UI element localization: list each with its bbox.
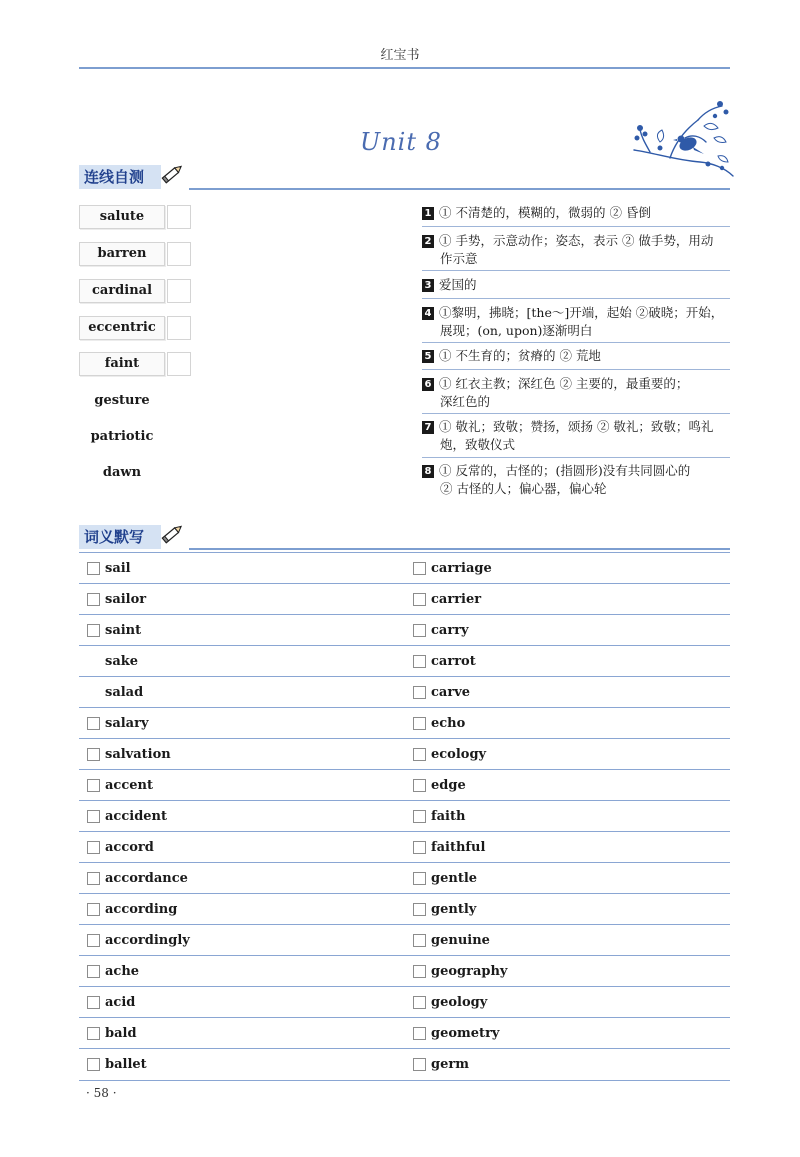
definition-text: ① 手势，示意动作；姿态，表示 ② 做手势，用动 — [439, 233, 714, 248]
definition-divider — [422, 298, 730, 299]
match-word: salute — [79, 205, 165, 229]
match-word: barren — [79, 242, 165, 266]
page-number: · 58 · — [86, 1086, 117, 1100]
vocab-word: carrier — [431, 592, 482, 607]
vocab-word: edge — [431, 778, 466, 793]
definition-text: ① 红衣主教；深红色 ② 主要的，最重要的； — [439, 376, 689, 391]
vocab-word: ecology — [431, 747, 487, 762]
vocab-row — [79, 676, 730, 708]
checkbox[interactable] — [87, 841, 100, 854]
vocab-word: bald — [105, 1026, 137, 1041]
vocab-row — [79, 583, 730, 615]
vocab-word: carry — [431, 623, 469, 638]
definition-text: ① 不生育的；贫瘠的 ② 荒地 — [439, 348, 601, 363]
definition-item — [422, 462, 730, 498]
vocab-word: echo — [431, 716, 466, 731]
vocab-word: faith — [431, 809, 466, 824]
definition-text: ① 反常的，古怪的；(指圆形)没有共同圆心的 — [439, 463, 691, 478]
match-word: gesture — [94, 393, 150, 408]
checkbox[interactable] — [413, 965, 426, 978]
definition-item — [422, 276, 730, 294]
match-word: faint — [79, 352, 165, 376]
checkbox[interactable] — [413, 686, 426, 699]
definition-number: 8 — [422, 465, 434, 478]
vocab-word: faithful — [431, 840, 486, 855]
vocab-word: salvation — [105, 747, 171, 762]
running-header: 红宝书 — [380, 48, 420, 63]
section-rule — [189, 188, 730, 190]
match-word-row — [79, 352, 199, 376]
checkbox[interactable] — [413, 748, 426, 761]
vocab-word: accord — [105, 840, 154, 855]
vocab-row — [79, 986, 730, 1018]
vocab-word: geology — [431, 995, 488, 1010]
definition-text: ① 敬礼；致敬；赞扬，颂扬 ② 敬礼；致敬；鸣礼 — [439, 419, 714, 434]
definition-text: ①黎明，拂晓；[the～]开端，起始 ②破晓；开始， — [439, 305, 724, 320]
header-rule — [79, 67, 730, 69]
vocab-row — [79, 831, 730, 863]
vocab-row — [79, 862, 730, 894]
dictation-section-label: 词义默写 — [79, 525, 161, 549]
match-word: eccentric — [79, 316, 165, 340]
vocab-row — [79, 1048, 730, 1081]
match-word-row — [79, 205, 199, 229]
checkbox[interactable] — [87, 655, 100, 668]
checkbox[interactable] — [87, 965, 100, 978]
vocab-row — [79, 707, 730, 739]
match-word-row — [79, 316, 199, 340]
dictation-section-header — [79, 525, 730, 551]
vocab-word: carve — [431, 685, 471, 700]
definition-text-cont: 炮，致敬仪式 — [440, 437, 516, 452]
vocab-row — [79, 738, 730, 770]
checkbox[interactable] — [87, 686, 100, 699]
answer-box[interactable] — [167, 242, 191, 266]
definition-number: 5 — [422, 350, 434, 363]
checkbox[interactable] — [413, 872, 426, 885]
answer-box[interactable] — [167, 316, 191, 340]
vocab-word: carrot — [431, 654, 476, 669]
vocab-word: genuine — [431, 933, 490, 948]
match-word-row — [79, 242, 199, 266]
match-word-row — [79, 425, 199, 449]
definition-number: 4 — [422, 307, 434, 320]
definition-text-cont: ② 古怪的人；偏心器，偏心轮 — [440, 481, 607, 496]
answer-box[interactable] — [167, 205, 191, 229]
checkbox[interactable] — [87, 872, 100, 885]
checkbox[interactable] — [87, 903, 100, 916]
checkbox[interactable] — [413, 655, 426, 668]
definition-item — [422, 347, 730, 365]
definition-text: ① 不清楚的，模糊的，微弱的 ② 昏倒 — [439, 205, 651, 220]
checkbox[interactable] — [87, 748, 100, 761]
checkbox[interactable] — [413, 717, 426, 730]
checkbox[interactable] — [413, 1027, 426, 1040]
vocab-word: according — [105, 902, 178, 917]
match-word: cardinal — [79, 279, 165, 303]
definition-divider — [422, 342, 730, 343]
vocab-word: acid — [105, 995, 136, 1010]
vocab-word: sake — [105, 654, 139, 669]
vocab-word: gentle — [431, 871, 478, 886]
definition-divider — [422, 270, 730, 271]
match-word: dawn — [102, 465, 142, 480]
vocab-row — [79, 955, 730, 987]
definition-item — [422, 418, 730, 454]
checkbox[interactable] — [87, 562, 100, 575]
vocab-word: gently — [431, 902, 477, 917]
vocab-word: ache — [105, 964, 140, 979]
match-word: patriotic — [90, 429, 154, 444]
answer-box[interactable] — [167, 352, 191, 376]
section-rule — [189, 548, 730, 550]
definition-text-cont: 深红色的 — [440, 394, 491, 409]
vocab-row — [79, 1017, 730, 1049]
definition-item — [422, 375, 730, 411]
vocab-word: saint — [105, 623, 142, 638]
definition-text-cont: 作示意 — [440, 251, 478, 266]
vocab-row — [79, 552, 730, 584]
checkbox[interactable] — [413, 562, 426, 575]
unit-title: Unit 8 — [360, 128, 442, 156]
definition-divider — [422, 413, 730, 414]
checkbox[interactable] — [87, 810, 100, 823]
vocab-word: sailor — [105, 592, 147, 607]
match-word-row — [79, 389, 199, 413]
vocab-row — [79, 645, 730, 677]
vocab-word: salad — [105, 685, 144, 700]
checkbox[interactable] — [413, 593, 426, 606]
checkbox[interactable] — [413, 624, 426, 637]
vocab-word: carriage — [431, 561, 492, 576]
vocab-word: ballet — [105, 1057, 147, 1072]
vocab-row — [79, 769, 730, 801]
vocab-word: salary — [105, 716, 149, 731]
definition-divider — [422, 457, 730, 458]
vocab-word: accent — [105, 778, 153, 793]
definition-text: 爱国的 — [439, 277, 477, 292]
vocab-word: accordingly — [105, 933, 190, 948]
checkbox[interactable] — [87, 996, 100, 1009]
checkbox[interactable] — [413, 779, 426, 792]
definition-number: 2 — [422, 235, 434, 248]
answer-box[interactable] — [167, 279, 191, 303]
definition-item — [422, 232, 730, 268]
checkbox[interactable] — [87, 779, 100, 792]
definition-number: 3 — [422, 279, 434, 292]
checkbox[interactable] — [413, 934, 426, 947]
definition-item — [422, 304, 730, 340]
matching-section-label: 连线自测 — [79, 165, 161, 189]
checkbox[interactable] — [87, 1058, 100, 1071]
definition-divider — [422, 369, 730, 370]
matching-section-header — [79, 165, 730, 191]
vocab-word: accident — [105, 809, 168, 824]
vocab-word: accordance — [105, 871, 188, 886]
vocab-word: germ — [431, 1057, 469, 1072]
pencil-icon — [159, 161, 185, 187]
pencil-icon — [159, 521, 185, 547]
vocab-row — [79, 800, 730, 832]
match-word-row — [79, 461, 199, 485]
definition-number: 6 — [422, 378, 434, 391]
match-word-row — [79, 279, 199, 303]
checkbox[interactable] — [413, 841, 426, 854]
checkbox[interactable] — [87, 717, 100, 730]
definition-number: 7 — [422, 421, 434, 434]
definition-item — [422, 204, 730, 222]
definition-number: 1 — [422, 207, 434, 220]
checkbox[interactable] — [87, 1027, 100, 1040]
checkbox[interactable] — [413, 1058, 426, 1071]
vocab-row — [79, 614, 730, 646]
definition-divider — [422, 226, 730, 227]
vocab-row — [79, 924, 730, 956]
checkbox[interactable] — [413, 903, 426, 916]
checkbox[interactable] — [413, 810, 426, 823]
checkbox[interactable] — [87, 593, 100, 606]
vocab-word: sail — [105, 561, 131, 576]
vocab-word: geometry — [431, 1026, 500, 1041]
vocab-word: geography — [431, 964, 508, 979]
vocab-row — [79, 893, 730, 925]
checkbox[interactable] — [413, 996, 426, 1009]
definition-text-cont: 展现；(on, upon)逐渐明白 — [440, 323, 593, 338]
checkbox[interactable] — [87, 624, 100, 637]
checkbox[interactable] — [87, 934, 100, 947]
